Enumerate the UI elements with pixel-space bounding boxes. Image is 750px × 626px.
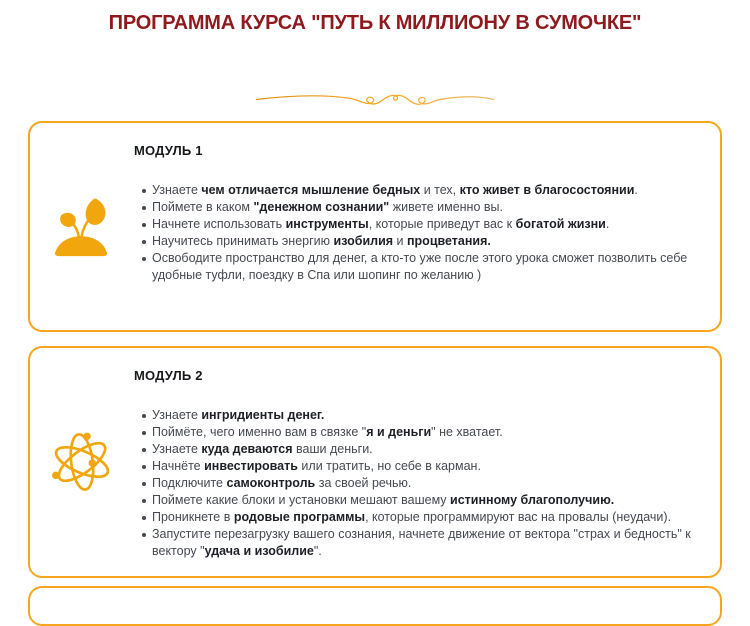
list-item: Подключите самоконтроль за своей речью.	[144, 475, 710, 492]
list-item: Проникнете в родовые программы, которые программируют вас на провалы (неудачи).	[144, 509, 710, 526]
module-3-card-partial	[28, 586, 722, 626]
module-2-card	[28, 346, 722, 578]
module-2-icon-column	[30, 348, 134, 576]
list-item: Запустите перезагрузку вашего сознания, начнете движение от вектора "страх и бедность" к вектору "удача и изобилие".	[144, 526, 710, 560]
flourish-divider-icon	[254, 88, 496, 110]
sprout-icon	[51, 196, 113, 258]
list-item: Узнаете куда деваются ваши деньги.	[144, 441, 710, 458]
list-item: Узнаете чем отличается мышление бедных и тех, кто живет в благосостоянии.	[144, 182, 710, 199]
module-1-label: МОДУЛЬ 1	[134, 143, 203, 158]
atom-icon	[45, 425, 119, 499]
list-item: Научитесь принимать энергию изобилия и процветания.	[144, 233, 710, 250]
module-1-content	[134, 123, 720, 330]
list-item: Поймете какие блоки и установки мешают вашему истинному благополучию.	[144, 492, 710, 509]
list-item: Начнете использовать инструменты, которые приведут вас к богатой жизни.	[144, 216, 710, 233]
module-1-icon-column	[30, 123, 134, 330]
module-1-bullet-list	[134, 182, 710, 284]
module-1-card	[28, 121, 722, 332]
module-2-bullet-list	[134, 407, 710, 560]
list-item: Поймёте, чего именно вам в связке "я и деньги" не хватает.	[144, 424, 710, 441]
list-item: Освободите пространство для денег, а кто-то уже после этого урока сможет позволить себе удобные туфли, поездку в Спа или шопинг по желанию )	[144, 250, 710, 284]
list-item: Поймете в каком "денежном сознании" живете именно вы.	[144, 199, 710, 216]
list-item: Начнёте инвестировать или тратить, но себе в карман.	[144, 458, 710, 475]
page-title: ПРОГРАММА КУРСА "ПУТЬ К МИЛЛИОНУ В СУМОЧКЕ"	[108, 12, 642, 34]
module-2-content	[134, 348, 720, 576]
module-2-label: МОДУЛЬ 2	[134, 368, 203, 383]
module-cards	[0, 121, 750, 626]
list-item: Узнаете ингридиенты денег.	[144, 407, 710, 424]
